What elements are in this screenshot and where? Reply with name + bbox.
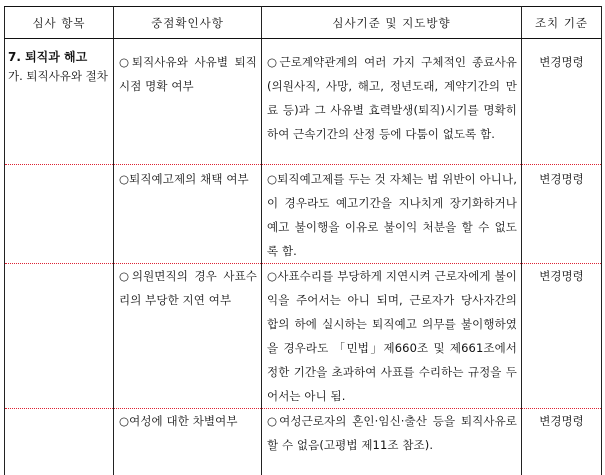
table-row (5, 409, 602, 475)
check-cell (114, 264, 262, 409)
measure-text: 변경명령 (539, 55, 584, 69)
header-guidance: 심사기준 및 지도방향 (262, 7, 522, 39)
measure-text: 변경명령 (539, 172, 584, 186)
check-text: ○퇴직사유와 사유별 퇴직시점 명확 여부 (119, 55, 257, 93)
measure-text: 변경명령 (539, 269, 584, 283)
guidance-text: ○사표수리를 부당하게 지연시켜 근로자에게 불이익을 주어서는 아니 되며, 근로자가 당사자간의 합의 하에 실시하는 퇴직예고 의무를 불이행하였을 경우라도 「민법」제660조 및 제661조에서 정한 기간을 초과하여 사표를 수리하는 규정을 두어서는 아니 됨. (267, 269, 517, 403)
review-item-cell (5, 409, 114, 475)
guidance-text: ○근로계약관계의 여러 가지 구체적인 종료사유(의원사직, 사망, 해고, 정년도래, 계약기간의 만료 등)과 그 사유별 효력발생(퇴직)시기를 명확히 하여 근속기간의 산정 등에 다툼이 없도록 함. (267, 55, 517, 141)
table-row (5, 264, 602, 409)
header-key-check: 중점확인사항 (114, 7, 262, 39)
guidance-cell (262, 264, 522, 409)
table-row (5, 165, 602, 264)
check-text: ○퇴직예고제의 채택 여부 (119, 172, 249, 186)
check-text: ○의원면직의 경우 사표수리의 부당한 지연 여부 (119, 269, 257, 307)
guidance-text: ○여성근로자의 혼인·임신·출산 등을 퇴직사유로 할 수 없음(고평법 제11조 참조). (267, 414, 517, 452)
check-text: ○여성에 대한 차별여부 (119, 414, 238, 428)
measure-cell (522, 409, 602, 475)
review-item-cell (5, 264, 114, 409)
measure-text: 변경명령 (539, 414, 584, 428)
header-review-item: 심사 항목 (5, 7, 114, 39)
measure-cell (522, 165, 602, 264)
check-cell (114, 39, 262, 165)
guidance-cell (262, 409, 522, 475)
check-cell (114, 409, 262, 475)
review-item-cell (5, 39, 114, 165)
review-criteria-table (4, 6, 602, 475)
measure-cell (522, 39, 602, 165)
review-item-cell (5, 165, 114, 264)
measure-cell (522, 264, 602, 409)
guidance-text: ○퇴직예고제를 두는 것 자체는 법 위반이 아니나, 이 경우라도 예고기간을 지나치게 장기화하거나 예고 불이행을 이유로 불이익 처분을 할 수 없도록 함. (267, 172, 517, 258)
check-cell (114, 165, 262, 264)
table-header-row (5, 7, 602, 39)
guidance-cell (262, 39, 522, 165)
section-title: 7. 퇴직과 해고 (8, 50, 88, 64)
subitem-title: 가. 퇴직사유와 절차 (8, 69, 108, 83)
guidance-cell (262, 165, 522, 264)
header-measure: 조치 기준 (522, 7, 602, 39)
table-row (5, 39, 602, 165)
